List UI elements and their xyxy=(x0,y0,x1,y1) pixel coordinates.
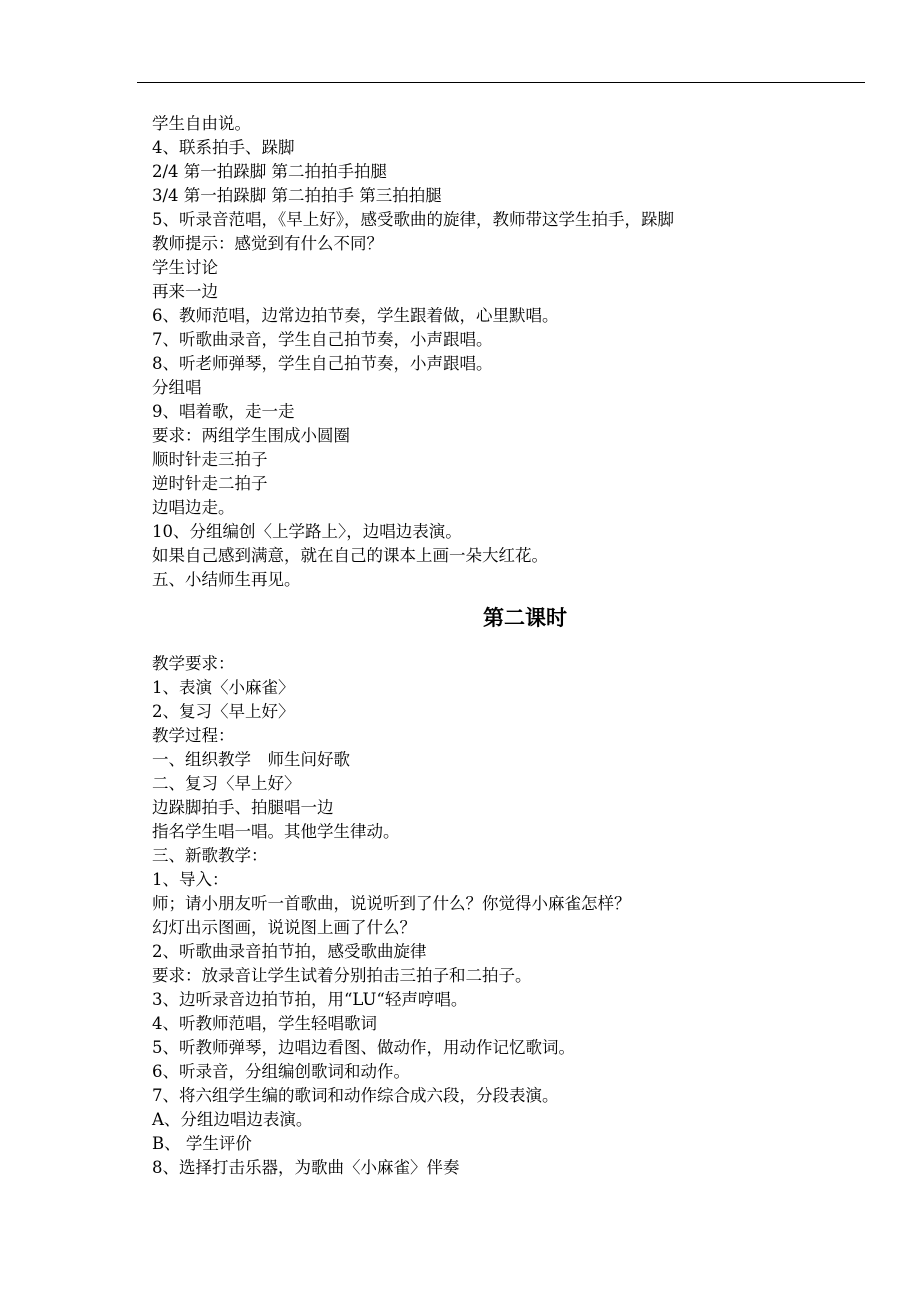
text-line: 2、听歌曲录音拍节拍，感受歌曲旋律 xyxy=(152,942,427,961)
text-line: 5、听教师弹琴，边唱边看图、做动作，用动作记忆歌词。 xyxy=(152,1038,575,1057)
text-line: 分组唱 xyxy=(152,378,202,397)
text-line: 2、复习〈早上好〉 xyxy=(152,702,295,721)
text-line: 要求：两组学生围成小圆圈 xyxy=(152,426,350,445)
text-line: 边跺脚拍手、拍腿唱一边 xyxy=(152,798,334,817)
text-line: 7、将六组学生编的歌词和动作综合成六段，分段表演。 xyxy=(152,1086,559,1105)
text-line: 学生自由说。 xyxy=(152,114,251,133)
text-line: 8、听老师弹琴，学生自己拍节奏，小声跟唱。 xyxy=(152,354,493,373)
text-line: 3、边听录音边拍节拍，用“LU“轻声哼唱。 xyxy=(152,990,468,1009)
text-line: 4、联系拍手、跺脚 xyxy=(152,138,295,157)
text-line: 如果自己感到满意，就在自己的课本上画一朵大红花。 xyxy=(152,546,548,565)
header-rule xyxy=(137,82,865,83)
text-line: 边唱边走。 xyxy=(152,498,235,517)
text-line: 5、听录音范唱，《早上好》，感受歌曲的旋律，教师带这学生拍手，跺脚 xyxy=(152,210,674,229)
text-line: 师；请小朋友听一首歌曲，说说听到了什么？你觉得小麻雀怎样？ xyxy=(152,894,631,913)
text-line: 五、小结师生再见。 xyxy=(152,570,301,589)
text-line: 9、唱着歌，走一走 xyxy=(152,402,295,421)
text-line: 8、选择打击乐器，为歌曲〈小麻雀〉伴奏 xyxy=(152,1158,460,1177)
text-line: 幻灯出示图画，说说图上画了什么？ xyxy=(152,918,416,937)
text-line: 4、听教师范唱，学生轻唱歌词 xyxy=(152,1014,377,1033)
text-line: 10、分组编创〈上学路上〉，边唱边表演。 xyxy=(152,522,462,541)
text-line: 2/4 第一拍跺脚 第二拍拍手拍腿 xyxy=(152,162,388,181)
text-line: 1、表演〈小麻雀〉 xyxy=(152,678,295,697)
text-line: 顺时针走三拍子 xyxy=(152,450,268,469)
text-line: 3/4 第一拍跺脚 第二拍拍手 第三拍拍腿 xyxy=(152,186,442,205)
text-line: 三、新歌教学： xyxy=(152,846,268,865)
text-line: 6、听录音，分组编创歌词和动作。 xyxy=(152,1062,410,1081)
text-line: 1、导入： xyxy=(152,870,229,889)
text-line: 再来一边 xyxy=(152,282,218,301)
text-line: 教学要求： xyxy=(152,654,235,673)
lesson-two-body xyxy=(152,652,852,1180)
text-line: 学生讨论 xyxy=(152,258,218,277)
text-line: 一、组织教学 师生问好歌 xyxy=(152,750,350,769)
text-line: 7、听歌曲录音，学生自己拍节奏，小声跟唱。 xyxy=(152,330,493,349)
text-line: 指名学生唱一唱。其他学生律动。 xyxy=(152,822,400,841)
section-heading: 第二课时 xyxy=(483,606,567,630)
text-line: A、分组边唱边表演。 xyxy=(152,1110,313,1129)
text-line: 教学过程： xyxy=(152,726,235,745)
text-line: 逆时针走二拍子 xyxy=(152,474,268,493)
text-line: 要求：放录音让学生试着分别拍击三拍子和二拍子。 xyxy=(152,966,532,985)
text-line: 教师提示：感觉到有什么不同？ xyxy=(152,234,383,253)
lesson-one-body xyxy=(152,112,852,592)
text-line: B、 学生评价 xyxy=(152,1134,252,1153)
text-line: 二、复习〈早上好〉 xyxy=(152,774,301,793)
text-line: 6、教师范唱，边常边拍节奏，学生跟着做，心里默唱。 xyxy=(152,306,559,325)
